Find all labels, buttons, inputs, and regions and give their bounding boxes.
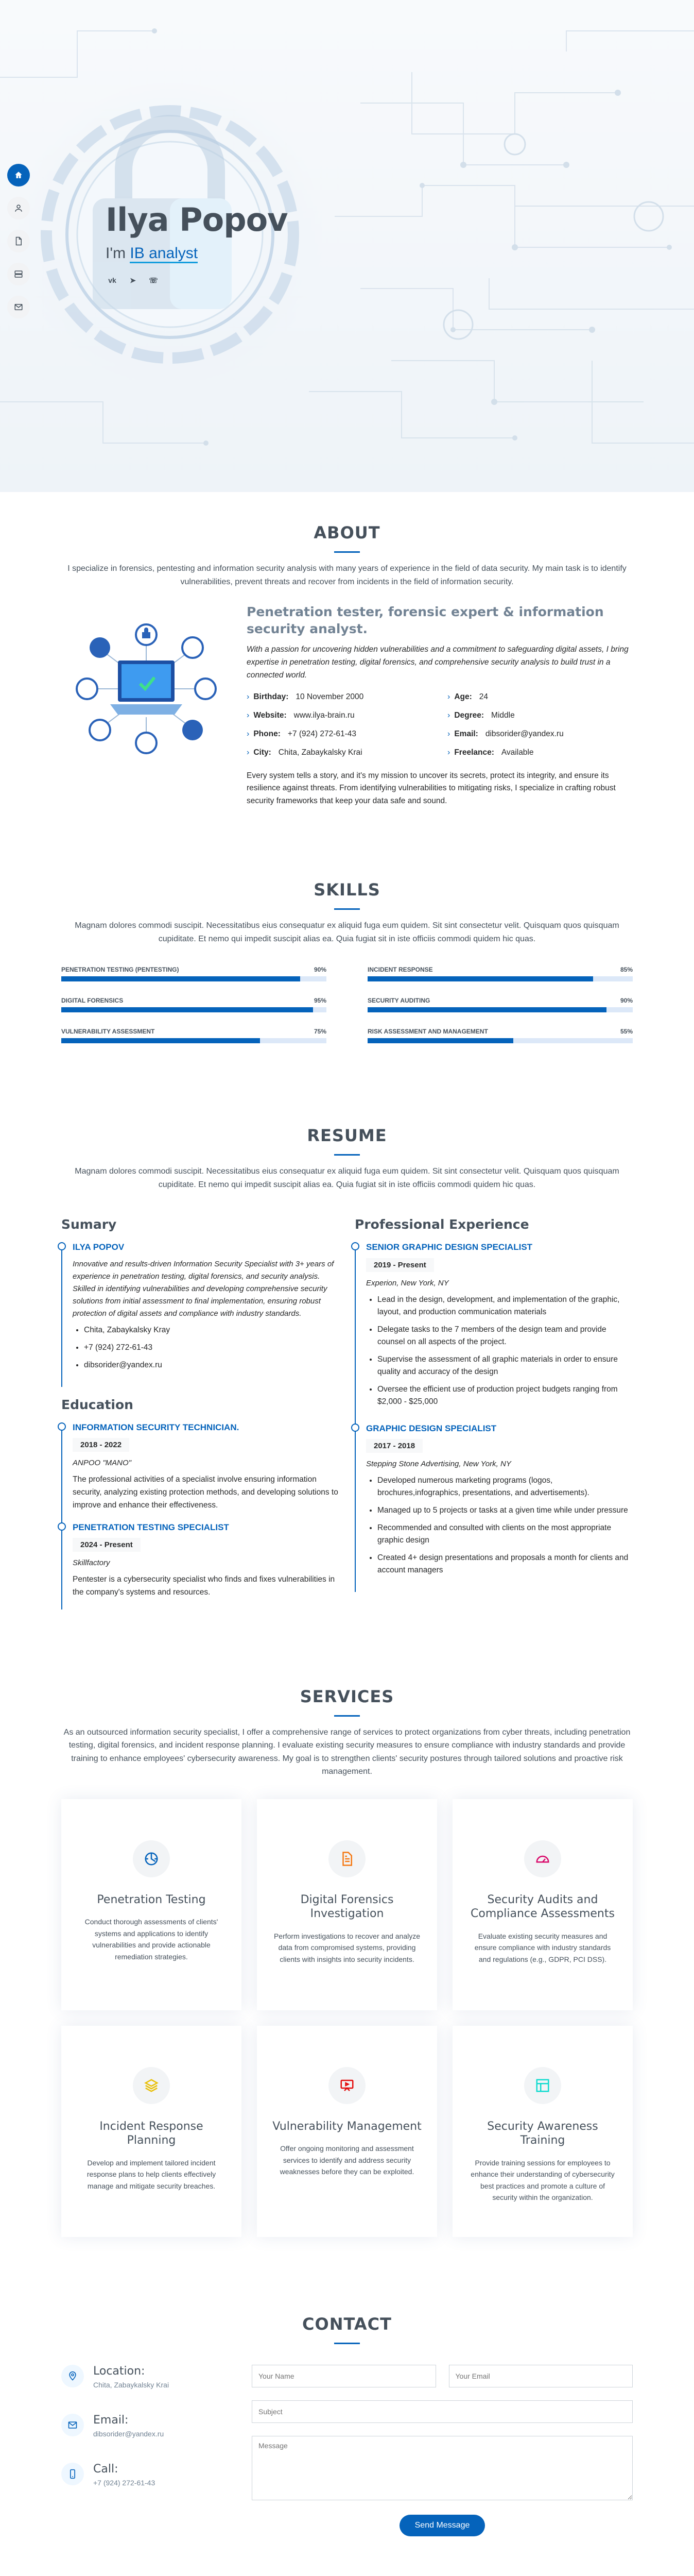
info-email: › Email: dibsorider@yandex.ru (447, 729, 564, 738)
about-intro: I specialize in forensics, pentesting and information security analysis with many years of experience in the field of data security. My main task is to identify vulnerabilities, prevent threats and recover from incidents in the field of information security. (67, 564, 627, 586)
experience-bullet: • Developed numerous marketing programs (logos, brochures,infographics, presentations, and advertisements). (377, 1475, 633, 1504)
education-item (61, 1522, 339, 1609)
speedometer-icon (535, 1851, 550, 1867)
chevron-right-icon: › (247, 710, 250, 720)
service-title: Security Audits and Compliance Assessments (471, 1893, 615, 1921)
service-card[interactable] (61, 1799, 241, 2010)
skills-title-block (61, 880, 633, 945)
chevron-right-icon: › (247, 729, 250, 738)
skill-name: SECURITY AUDITING (368, 997, 430, 1005)
message-textarea[interactable] (252, 2436, 633, 2500)
nav-about-button[interactable] (7, 197, 30, 219)
experience-item (355, 1423, 633, 1592)
vk-icon[interactable]: vk (108, 276, 116, 284)
resume-right-column (355, 1207, 633, 1609)
resume-title: RESUME (61, 1126, 633, 1156)
service-text: Offer ongoing monitoring and assessment services to identify and address security weaknesses before they can be exploited. (280, 2144, 414, 2176)
hero-social-links (108, 276, 288, 285)
service-card[interactable] (257, 1799, 437, 2010)
experience-bullet: • Delegate tasks to the 7 members of the design team and provide counsel on all aspects of the project. (377, 1324, 633, 1353)
service-text: Conduct thorough assessments of clients' systems and applications to identify vulnerabilities and provide actionable remediation strategies. (84, 1918, 218, 1961)
info-website: › Website: www.ilya-brain.ru (247, 710, 355, 720)
info-phone: › Phone: +7 (924) 272-61-43 (247, 729, 356, 738)
send-message-button[interactable]: Send Message (400, 2515, 485, 2536)
hero-subtitle (106, 245, 288, 262)
services-grid (61, 1799, 633, 2237)
services-title: SERVICES (61, 1687, 633, 1717)
skill-percent: 90% (620, 997, 633, 1005)
service-text: Evaluate existing security measures and ensure compliance with industry standards and regulations (e.g., GDPR, PCI DSS). (474, 1931, 611, 1963)
side-navigation (7, 164, 30, 318)
services-title-block (61, 1687, 633, 1778)
experience-bullet: • Created 4+ design presentations and proposals a month for clients and account managers (377, 1552, 633, 1582)
chevron-right-icon: › (447, 748, 450, 757)
experience-item-period: 2017 - 2018 (366, 1439, 423, 1453)
skill-percent: 75% (314, 1028, 326, 1036)
education-item-period: 2024 - Present (73, 1538, 141, 1552)
skill-progress-bar (61, 1007, 326, 1012)
skill-progress-bar (368, 1007, 633, 1012)
skill-percent: 55% (620, 1028, 633, 1036)
service-card[interactable] (61, 2026, 241, 2237)
education-item (61, 1422, 339, 1522)
contact-label: Email: (93, 2413, 129, 2427)
email-input[interactable] (449, 2365, 633, 2387)
info-birthday: › Birthday: 10 November 2000 (247, 692, 364, 701)
skill-item (61, 1028, 326, 1043)
skill-progress-bar (61, 1038, 326, 1043)
skill-name: PENETRATION TESTING (PENTESTING) (61, 966, 179, 974)
skill-progress-bar (61, 976, 326, 981)
skill-item (61, 997, 326, 1012)
slideshow-icon (339, 2078, 355, 2093)
experience-item-title: SENIOR GRAPHIC DESIGN SPECIALIST (366, 1242, 533, 1252)
service-title: Digital Forensics Investigation (300, 1893, 394, 1921)
skills-grid (61, 966, 633, 1043)
activity-icon (144, 1851, 159, 1867)
skill-percent: 95% (314, 997, 326, 1005)
geo-icon (67, 2371, 78, 2381)
service-title: Vulnerability Management (272, 2120, 422, 2133)
skills-section (0, 839, 694, 1074)
server-icon (14, 269, 23, 279)
experience-bullet: • Managed up to 5 projects or tasks at a given time while under pressure (377, 1504, 633, 1522)
skill-item (368, 966, 633, 981)
nav-home-button[interactable] (7, 164, 30, 187)
hero-circuit-background (0, 0, 694, 492)
hero-name: Ilya Popov (106, 201, 288, 239)
telegram-icon[interactable]: ➤ (130, 276, 136, 284)
hero-section (0, 0, 694, 492)
name-input[interactable] (252, 2365, 436, 2387)
contact-value[interactable]: dibsorider@yandex.ru (93, 2429, 164, 2438)
subject-input[interactable] (252, 2400, 633, 2423)
contact-value: Chita, Zabaykalsky Krai (93, 2380, 169, 2389)
nav-resume-button[interactable] (7, 230, 30, 252)
contact-email (61, 2414, 236, 2438)
services-section (0, 1640, 694, 2268)
envelope-icon (67, 2420, 78, 2430)
hero-text (106, 201, 288, 285)
skill-name: RISK ASSESSMENT AND MANAGEMENT (368, 1028, 488, 1036)
experience-item-title: GRAPHIC DESIGN SPECIALIST (366, 1423, 497, 1433)
person-icon (14, 204, 23, 213)
info-age: › Age: 24 (447, 692, 489, 701)
summary-item (61, 1242, 339, 1386)
skill-progress-fill (368, 1007, 606, 1012)
resume-intro: Magnam dolores commodi suscipit. Necessitatibus eius consequatur ex aliquid fuga eum quidem. Sit sint consectetur velit. Quisquam quos quisquam cupiditate. Et nemo qui impedit suscipit alias ea. Quia fugiat sit in iste officiis commodi quidem hic quas. (75, 1167, 619, 1189)
info-city: › City: Chita, Zabaykalsky Krai (247, 748, 362, 757)
skills-title: SKILLS (61, 880, 633, 910)
experience-bullet: • Lead in the design, development, and implementation of the graphic, layout, and production communication materials (377, 1294, 633, 1324)
summary-text: Innovative and results-driven Information Security Specialist with 3+ years of experience in penetration testing, digital forensics, and security analysis. Skilled in identifying vulnerabilities and developing comprehensive security solutions from initial assessment to final implementation, ensuring robust protection of digital assets and compliance with industry standards. (73, 1259, 334, 1318)
envelope-icon (14, 302, 23, 312)
skill-progress-fill (61, 1007, 313, 1012)
contact-label: Location: (93, 2364, 145, 2378)
education-item-org: Skillfactory (73, 1558, 110, 1567)
about-illustration (61, 604, 231, 774)
experience-bullet: • Oversee the efficient use of production project budgets ranging from $2,000 - $25,000 (377, 1383, 633, 1413)
service-text: Perform investigations to recover and analyze data from compromised systems, providing clients with insights into security incidents. (273, 1931, 421, 1963)
skill-item (61, 966, 326, 981)
about-title: ABOUT (61, 523, 633, 553)
skill-name: INCIDENT RESPONSE (368, 966, 433, 974)
skill-progress-fill (61, 976, 300, 981)
chevron-right-icon: › (447, 692, 450, 701)
services-intro: As an outsourced information security specialist, I offer a comprehensive range of services to protect organizations from cyber threats, including penetration testing, digital forensics, and incident response planning. I evaluate existing security measures to ensure compliance with industry standards and provide training to enhance employees' cybersecurity awareness. My goal is to strengthen clients' security postures through tailored solutions and proactive risk management. (63, 1727, 631, 1776)
chevron-right-icon: › (247, 692, 250, 701)
chevron-right-icon: › (447, 729, 450, 738)
education-item-period: 2018 - 2022 (73, 1438, 129, 1452)
hero-typed-role: IB analyst (130, 245, 198, 263)
contact-label: Call: (93, 2462, 118, 2476)
experience-bullet: • Supervise the assessment of all graphic materials in order to ensure quality and accuracy of the design (377, 1353, 633, 1383)
skill-name: DIGITAL FORENSICS (61, 997, 124, 1005)
phone-icon (67, 2469, 78, 2479)
summary-contact-city: • Chita, Zabaykalsky Kray (84, 1324, 339, 1342)
skill-progress-bar (368, 1038, 633, 1043)
service-title: Penetration Testing (97, 1893, 206, 1906)
about-heading: Penetration tester, forensic expert & information security analyst. (247, 604, 604, 636)
skill-item (368, 1028, 633, 1043)
skill-percent: 85% (620, 966, 633, 974)
file-icon (14, 236, 23, 246)
personal-info-grid (247, 692, 633, 757)
skill-percent: 90% (314, 966, 326, 974)
summary-contact-email: • dibsorider@yandex.ru (84, 1359, 339, 1377)
whatsapp-icon[interactable]: ☏ (149, 276, 158, 284)
contact-title: CONTACT (61, 2314, 633, 2344)
skill-progress-fill (61, 1038, 260, 1043)
layers-icon (144, 2078, 159, 2093)
contact-location (61, 2365, 236, 2389)
contact-info (61, 2365, 236, 2536)
service-text: Provide training sessions for employees to enhance their understanding of cybersecurity best practices and promote a culture of security within the organization. (471, 2158, 615, 2202)
skill-progress-fill (368, 1038, 513, 1043)
house-icon (14, 171, 23, 180)
service-title: Incident Response Planning (99, 2120, 203, 2147)
about-title-block (61, 523, 633, 588)
summary-title: Sumary (61, 1217, 117, 1232)
contact-section (0, 2268, 694, 2567)
skills-intro: Magnam dolores commodi suscipit. Necessitatibus eius consequatur ex aliquid fuga eum quidem. Sit sint consectetur velit. Quisquam quos quisquam cupiditate. Et nemo qui impedit suscipit alias ea. Quia fugiat sit in iste officiis commodi quidem hic quas. (75, 921, 619, 943)
experience-item-org: Experion, New York, NY (366, 1278, 449, 1287)
chevron-right-icon: › (247, 748, 250, 757)
education-item-title: INFORMATION SECURITY TECHNICIAN. (73, 1422, 239, 1432)
file-text-icon (339, 1851, 355, 1867)
resume-section (0, 1074, 694, 1640)
service-card[interactable] (257, 2026, 437, 2237)
contact-form (252, 2365, 633, 2536)
service-card[interactable] (453, 2026, 633, 2237)
service-card[interactable] (453, 1799, 633, 2010)
info-degree: › Degree: Middle (447, 710, 515, 720)
experience-item-org: Stepping Stone Advertising, New York, NY (366, 1460, 511, 1469)
education-title: Education (61, 1397, 133, 1412)
nav-services-button[interactable] (7, 263, 30, 285)
skill-name: VULNERABILITY ASSESSMENT (61, 1028, 155, 1036)
contact-title-block (61, 2314, 633, 2344)
skill-item (368, 997, 633, 1012)
education-item-org: ANPOO "MANO" (73, 1459, 131, 1468)
education-item-text: The professional activities of a specialist involve ensuring information security, analyzing existing protection methods, and developing solutions to improve and enhance their effectiveness. (73, 1475, 338, 1510)
experience-item-period: 2019 - Present (366, 1258, 434, 1272)
resume-title-block (61, 1126, 633, 1191)
contact-value[interactable]: +7 (924) 272-61-43 (93, 2478, 155, 2487)
hero-subtitle-prefix: I'm (106, 245, 126, 262)
skill-progress-fill (368, 976, 593, 981)
about-lead: With a passion for uncovering hidden vulnerabilities and a commitment to safeguarding digital assets, I bring expertise in penetration testing, digital forensics, and comprehensive security analysis to build trust in a connected world. (247, 645, 629, 680)
service-text: Develop and implement tailored incident response plans to help clients effectively manage and mitigate security breaches. (86, 2158, 216, 2190)
about-section (0, 492, 694, 839)
experience-title: Professional Experience (355, 1217, 529, 1232)
experience-item (355, 1242, 633, 1423)
education-item-title: PENETRATION TESTING SPECIALIST (73, 1522, 229, 1532)
service-title: Security Awareness Training (487, 2120, 598, 2147)
chevron-right-icon: › (447, 710, 450, 720)
info-freelance: › Freelance: Available (447, 748, 534, 757)
summary-contact-phone: • +7 (924) 272-61-43 (84, 1342, 339, 1359)
skill-progress-bar (368, 976, 633, 981)
contact-phone (61, 2463, 236, 2487)
grid-icon (535, 2078, 550, 2093)
experience-bullet: • Recommended and consulted with clients on the most appropriate graphic design (377, 1522, 633, 1552)
resume-left-column (61, 1207, 339, 1609)
nav-contact-button[interactable] (7, 296, 30, 318)
education-item-text: Pentester is a cybersecurity specialist who finds and fixes vulnerabilities in the company's systems and resources. (73, 1574, 335, 1597)
summary-name: ILYA POPOV (73, 1242, 125, 1252)
about-description: Every system tells a story, and it's my mission to uncover its secrets, protect its integrity, and ensure its resilience against threats. From identifying vulnerabilities to mitigating risks, I specialize in crafting robust security frameworks that keep your data safe and sound. (247, 771, 616, 806)
